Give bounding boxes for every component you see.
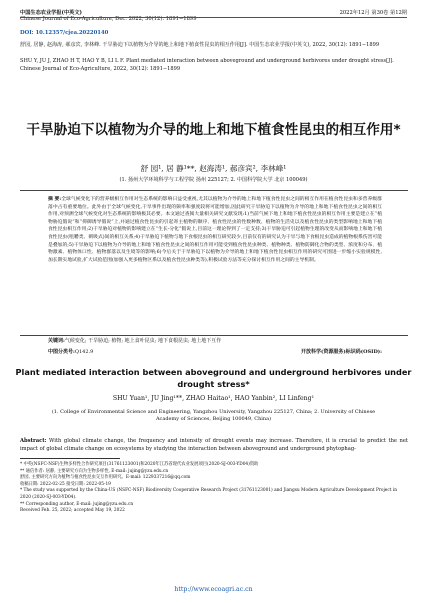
footer-url-link[interactable]: http://www.ecoagri.ac.cn (174, 586, 253, 593)
abstract-en-text: With global climate change, the frequency and intensity of drought events may increase. Therefore, it is crucial to predict the net impact of global climate change on ecosystems by studying the interaction between aboveground and underground phytophag- (20, 438, 408, 452)
footer (0, 586, 427, 593)
affiliation-cn: (1. 扬州大学环境科学与工程学院 扬州 225127; 2. 中国科学院大学 北京 100049) (119, 177, 308, 183)
citation-cn: 舒园, 居静, 赵海涛, 郝彦宾, 李林峰. 干旱胁迫下以植物为介导的地上和地下植食性昆虫的相互作用[J]. 中国生态农业学报(中英文), 2022, 30(12): 1891−1899 (20, 42, 380, 48)
journal-name-cn: 中国生态农业学报(中英文) (20, 10, 82, 16)
footnote-item: 收稿日期: 2022-02-25 接受日期: 2022-05-19 (20, 481, 111, 487)
clc-label: 中图分类号: (48, 349, 75, 355)
doi-line (20, 30, 108, 36)
footnote-item: * The study was supported by the China-US (NSFC-NSF) Biodiversity Cooperative Research Project (31761123001) and Jiangsu Modern Agriculture Development Project in 2020 (2020-SJ-003-YD04). (20, 488, 397, 500)
article-title-cn: 干旱胁迫下以植物为介导的地上和地下植食性昆虫的相互作用* (26, 122, 401, 138)
clc-number (48, 348, 93, 355)
footnote-rule (20, 458, 120, 459)
affiliation-en: (1. College of Environmental Science and Engineering, Yangzhou University, Yangzhou 225127, China; 2. University of Chinese Academy of Sciences, Beijing 100049, China) (51, 409, 376, 423)
doi-link[interactable]: 10.12357/cjea.20220140 (35, 30, 109, 36)
keywords-cn (48, 338, 382, 345)
article-title-en: Plant mediated interaction between aboveground and underground herbivores under drought stress* (15, 367, 412, 389)
abstract-cn-label: 摘 要: (48, 196, 62, 202)
journal-header-left (20, 9, 197, 22)
footnotes (20, 462, 408, 515)
journal-name-en: Chinese Journal of Eco-Agriculture, Dec. 2022, 30(12): 1891−1899 (20, 16, 197, 22)
footnote-item: * 中英(NSFC-NSF)生物多样性合作研究项目(31761123001)和2020年江苏省现代农业发展项目(2020-SJ-003-YD04)资助 (20, 462, 259, 467)
osid-label: 开放科学(资源服务)标识码(OSID): (301, 349, 382, 355)
clc-value: Q142.9 (74, 349, 94, 355)
footnote-item: ** 通信作者: 居静, 主要研究方向为生物多样性, E-mail: jujing@yzu.edu.cn (20, 468, 169, 474)
abstract-cn-text: 全球气候变化下的营养级相互作用对生态系统的影响日益受重视,尤其以植物为介导的地上和地下植食性昆虫之间的相互作用在植食性昆虫和多营养级群落中占有重要地位。此外由于全球气候变化,干旱事件出现的频率和强度较将可能增加,因此研究干旱胁迫下以植物为介导的地上和地下植食性昆虫之间的相互作用,对预测全球气候变化对生态系统的影响极其必要。本文通过查阅大量相关研究文献发现:1)当前气候下地上和地下植食性昆虫的相互作用主要是建立在“植物胁迫假说”和“抑御诱导假说”上,并通过植食性昆虫的引起寄主植物的顺序、植食性昆虫的性数种数、植物的生活史以及植食性昆虫的类型影响地上和地下植食性昆虫相互作用;2)干旱胁迫对植物的影响建立在“生长-分化”假说上,目前这一理论得到了一定支持;3)干旱胁迫可引起植物生理的改变从而影响地上和地下植食性昆虫(咀嚼类、刺吸式)间的相互关系;4)干旱胁迫下植物与地下食根昆虫的相互研究较少,目前仅有的研究认为干旱与地下食根昆虫造成的植物根系伤害可能是叠加的;5)干旱胁迫下以植物为介导的地上和地下植食性昆虫之间的相互作用可能受到植食性昆虫种类、植物种类、植物防御化合物的类型、浓度和分布、植物激素、植物体口性、植物群落以及生境等的影响;6)今后关于干旱胁迫下以植物为介导的地上和地下植食性昆虫相互作用的研究可围进一步缩小实验规模性,加长期实地试验,扩大试验范围(加强入更多植物区系以及植食性昆虫种类等),积极试验方法等充分探讨相互作用之间的主导机制。 (48, 197, 382, 263)
authors-cn: 舒 园¹, 居 静¹**, 赵海涛¹, 郝彦宾², 李林峰¹ (140, 164, 287, 173)
citation-en: SHU Y, JU J, ZHAO H T, HAO Y B, LI L F. Plant mediated interaction between aboveground and underground herbivores under drought stress[J]. Chinese Journal of Eco-Agriculture, 2022, 30(12): 1891−1899 (20, 58, 394, 72)
footnote-item: 舒园, 主要研究方向为植物与植食性昆虫交互作用研究。E-mail: 1229337216@qq.com (20, 475, 191, 481)
keywords-cn-label: 关键词: (48, 338, 65, 344)
footnote-item: Received Feb. 25, 2022; accepted May 19, 2022 (20, 508, 125, 514)
footnote-item: ** Corresponding author, E-mail: jujing@yzu.edu.cn (20, 501, 134, 507)
keywords-cn-text: 气候变化; 干旱胁迫; 植物; 地上食叶昆虫; 地下食根昆虫; 地上地下互作 (64, 338, 222, 344)
abstract-en (20, 437, 408, 453)
authors-en: SHU Yuan¹, JU Jing¹**, ZHAO Haitao¹, HAO Yanbin², LI Linfeng¹ (112, 395, 315, 402)
issue-info: 2022年12月 第30卷 第12期 (339, 10, 407, 16)
header-rule (20, 17, 407, 18)
doi-label: DOI: (20, 30, 36, 36)
abstract-cn (48, 196, 382, 264)
abstract-en-label: Abstract: (20, 438, 47, 444)
